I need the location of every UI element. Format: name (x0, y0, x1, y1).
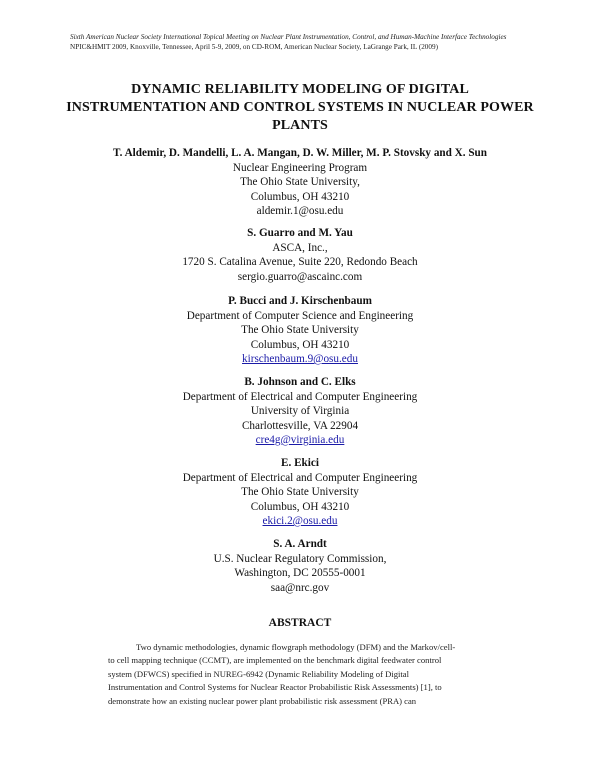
conference-header (70, 32, 540, 52)
affiliation-line: ASCA, Inc., (272, 241, 328, 254)
affiliation-line: The Ohio State University (241, 486, 359, 498)
abstract-line: Two dynamic methodologies, dynamic flowgraph methodology (DFM) and the Markov/cell- (136, 642, 456, 652)
affiliation-block (60, 146, 540, 219)
affiliation-line: Department of Electrical and Computer Engineering (182, 471, 418, 484)
author-email-link[interactable]: ekici.2@osu.edu (262, 515, 338, 527)
affiliation-line: Department of Computer Science and Engineering (186, 309, 414, 322)
author-names: T. Aldemir, D. Mandelli, L. A. Mangan, D. W. Miller, M. P. Stovsky and X. Sun (112, 147, 487, 159)
abstract-body (108, 641, 494, 708)
abstract-line: demonstrate how an existing nuclear power plant probabilistic risk assessment (PRA) can (108, 695, 417, 706)
author-email: saa@nrc.gov (270, 581, 330, 594)
author-names: B. Johnson and C. Elks (244, 376, 356, 388)
conference-header-line-2: NPIC&HMIT 2009, Knoxville, Tennessee, April 5-9, 2009, on CD-ROM, American Nuclear Society, LaGrange Park, IL (2009) (70, 43, 438, 51)
author-email: aldemir.1@osu.edu (256, 205, 344, 217)
author-email-link[interactable]: cre4g@virginia.edu (255, 434, 345, 446)
affiliation-block (60, 294, 540, 367)
paper-title-line-1: DYNAMIC RELIABILITY MODELING OF DIGITAL (131, 82, 469, 97)
author-names: E. Ekici (281, 457, 319, 469)
affiliation-line: Nuclear Engineering Program (232, 161, 368, 174)
affiliation-line: Columbus, OH 43210 (250, 190, 350, 203)
affiliation-block (60, 456, 540, 529)
paper-title-line-3: PLANTS (272, 118, 328, 133)
conference-header-line-1: Sixth American Nuclear Society International Topical Meeting on Nuclear Plant Instrumentation, Control, and Human-Machine Interface Technologies (70, 33, 507, 41)
author-names: P. Bucci and J. Kirschenbaum (228, 295, 372, 307)
author-names: S. A. Arndt (273, 538, 327, 550)
affiliation-line: The Ohio State University, (240, 176, 360, 188)
author-names: S. Guarro and M. Yau (247, 227, 353, 239)
abstract-line: Instrumentation and Control Systems for Nuclear Reactor Probabilistic Risk Assessments) [1], to (108, 682, 442, 693)
affiliation-line: University of Virginia (250, 405, 350, 417)
affiliation-line: The Ohio State University (241, 324, 359, 336)
affiliation-block (60, 226, 540, 284)
affiliation-line: Department of Electrical and Computer Engineering (182, 390, 418, 403)
affiliation-line: Charlottesville, VA 22904 (241, 419, 359, 432)
paper-title (60, 81, 540, 135)
affiliation-line: Columbus, OH 43210 (250, 338, 350, 351)
affiliation-block (60, 537, 540, 595)
affiliation-line: Washington, DC 20555-0001 (234, 567, 366, 579)
abstract-heading: ABSTRACT (268, 617, 332, 629)
paper-title-line-2: INSTRUMENTATION AND CONTROL SYSTEMS IN NUCLEAR POWER (66, 100, 534, 115)
affiliation-line: 1720 S. Catalina Avenue, Suite 220, Redondo Beach (182, 256, 418, 268)
author-email: sergio.guarro@ascainc.com (237, 270, 363, 283)
affiliation-line: U.S. Nuclear Regulatory Commission, (213, 552, 387, 565)
abstract-line: system (DFWCS) specified in NUREG-6942 (Dynamic Reliability Modeling of Digital (108, 668, 409, 679)
abstract-line: to cell mapping technique (CCMT), are implemented on the benchmark digital feedwater control (108, 655, 442, 666)
author-email-link[interactable]: kirschenbaum.9@osu.edu (242, 353, 358, 365)
affiliation-block (60, 375, 540, 448)
affiliation-line: Columbus, OH 43210 (250, 500, 350, 513)
